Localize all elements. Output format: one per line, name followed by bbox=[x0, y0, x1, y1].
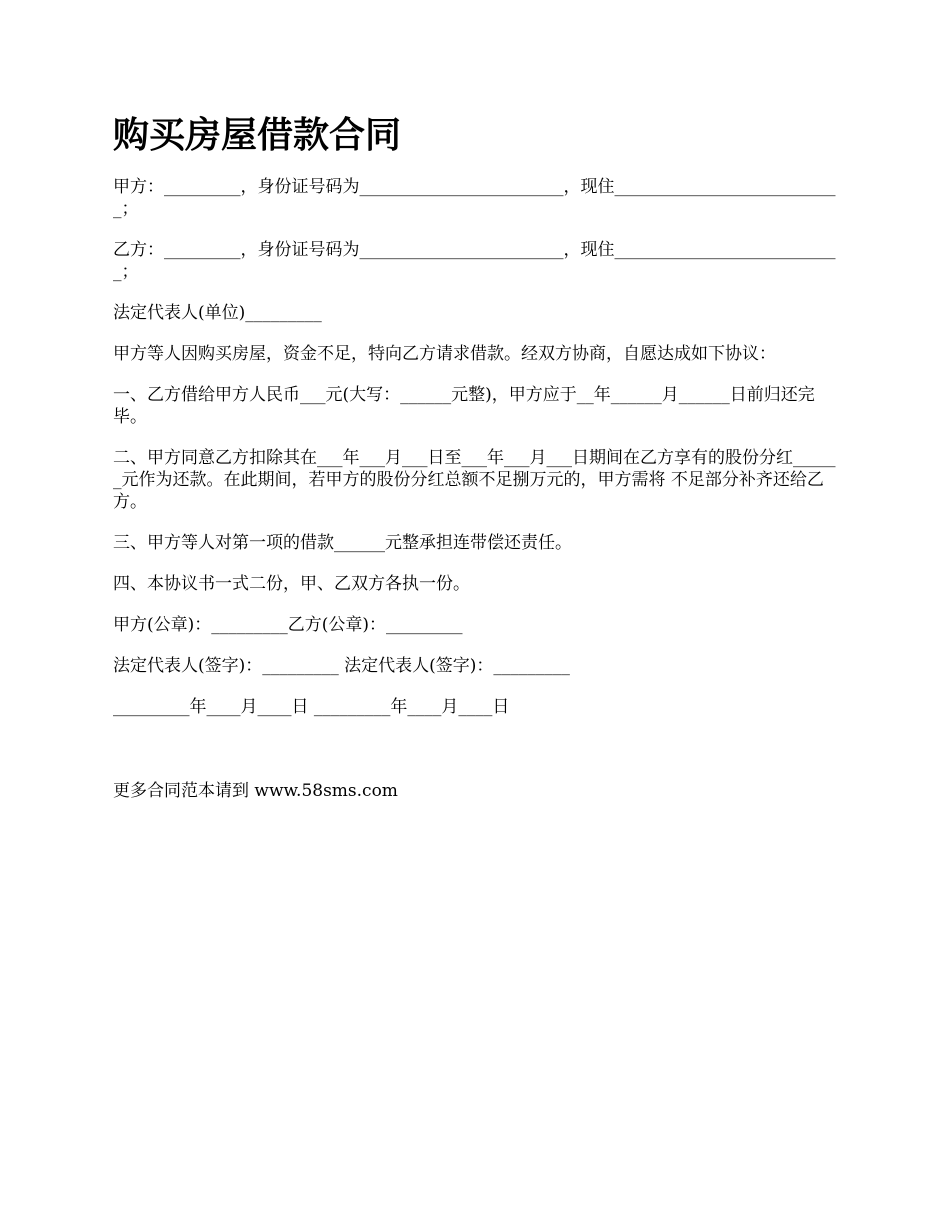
footer-note: 更多合同范本请到 www.58sms.com bbox=[113, 781, 398, 801]
legal-representative-line: 法定代表人(单位)_________ bbox=[113, 303, 322, 323]
document-title: 购买房屋借款合同 bbox=[113, 115, 402, 156]
preamble-paragraph: 甲方等人因购买房屋，资金不足，特向乙方请求借款。经双方协商，自愿达成如下协议： bbox=[113, 344, 776, 364]
signature-line: 法定代表人(签字)：_________ 法定代表人(签字)：_________ bbox=[113, 656, 570, 676]
party-a-line: 甲方：_________，身份证号码为________________________，现住___________________________； bbox=[113, 177, 836, 219]
party-b-line: 乙方：_________，身份证号码为________________________，现住___________________________； bbox=[113, 240, 836, 282]
date-line: _________年____月____日 _________年____月____日 bbox=[113, 697, 510, 717]
clause-3: 三、甲方等人对第一项的借款______元整承担连带偿还责任。 bbox=[113, 533, 572, 553]
clause-4: 四、本协议书一式二份，甲、乙双方各执一份。 bbox=[113, 574, 470, 594]
clause-2: 二、甲方同意乙方扣除其在___年___月___日至___年___月___日期间在乙方享有的股份分红______元作为还款。在此期间，若甲方的股份分红总额不足捌万元的，甲方需将 不足部分补齐还给乙方。 bbox=[113, 448, 836, 512]
seal-line: 甲方(公章)：_________乙方(公章)：_________ bbox=[113, 615, 463, 635]
document-page bbox=[113, 112, 843, 821]
clause-1: 一、乙方借给甲方人民币___元(大写：______元整)，甲方应于__年______月______日前归还完毕。 bbox=[113, 385, 815, 427]
